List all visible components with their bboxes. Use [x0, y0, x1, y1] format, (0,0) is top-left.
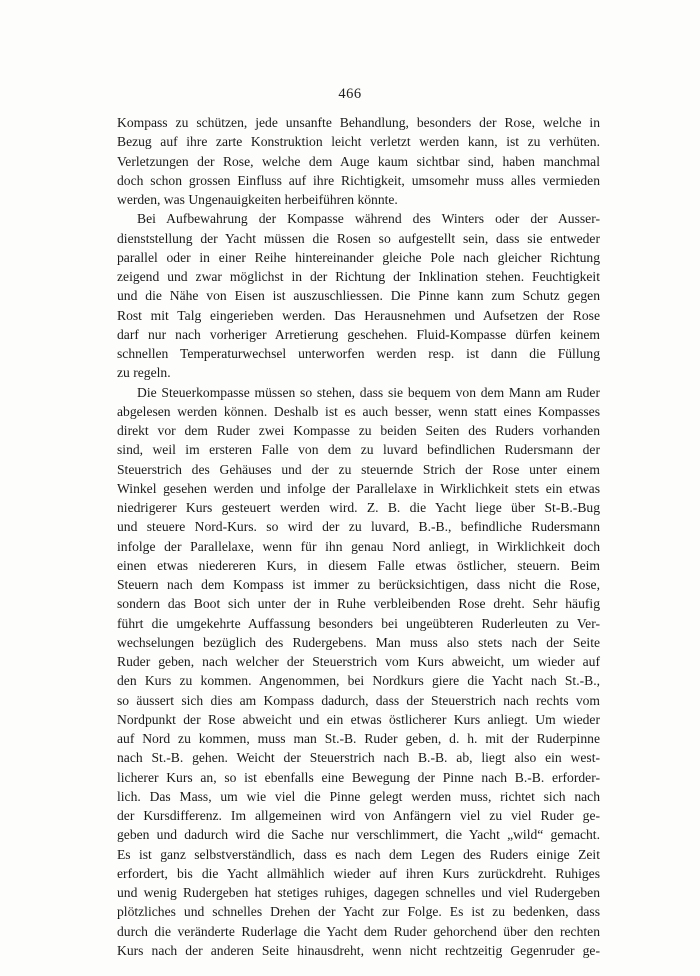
text-line: niedrigerer Kurs gesteuert werden wird. Z. B. die Yacht liege über St-B.-Bug	[117, 500, 600, 515]
text-line: sondern das Boot sich unter der in Ruhe verbleibenden Rose dreht. Sehr häufig	[117, 596, 600, 612]
text-line: und die Nähe von Eisen ist auszuschliessen. Die Pinne kann zum Schutz gegen	[117, 288, 600, 304]
text-line: durch die veränderte Ruderlage die Yacht dem Ruder gehorchend über den rechten	[117, 923, 600, 939]
text-line: so äussert sich dies am Kompass dadurch, dass der Steuerstrich nach rechts vom	[117, 692, 600, 708]
text-line: erfordert, bis die Yacht allmählich wieder auf ihren Kurs zurückdreht. Ruhiges	[117, 865, 600, 881]
text-line: darf nur nach vorheriger Arretierung geschehen. Fluid-Kompasse dürfen keinem	[117, 326, 600, 342]
text-line: sind, weil im ersteren Falle von dem zu luvard befindlichen Rudersmann der	[117, 442, 600, 458]
text-line: zu regeln.	[117, 365, 171, 381]
text-line: den Kurs zu kommen. Angenommen, bei Nordkurs giere die Yacht nach St.-B.,	[117, 673, 600, 689]
text-line: schnellen Temperaturwechsel unterworfen werden resp. ist dann die Füllung	[117, 346, 600, 361]
text-line: wechselungen bezüglich des Rudergebens. Man muss also stets nach der Seite	[117, 634, 600, 650]
text-line: Winkel gesehen werden und infolge der Parallelaxe in Wirklichkeit stets ein etwas	[117, 480, 600, 496]
text-line: Es ist ganz selbstverständlich, dass es nach dem Legen des Ruders einige Zeit	[117, 846, 600, 862]
text-line: zeigend und zwar möglichst in der Richtung der Inklination stehen. Feuchtigkeit	[117, 269, 600, 284]
text-line: der Kursdifferenz. Im allgemeinen wird von Anfängern viel zu viel Ruder ge-	[117, 808, 600, 823]
text-line: Kompass zu schützen, jede unsanfte Behandlung, besonders der Rose, welche in	[117, 115, 600, 130]
text-line: und wenig Rudergeben hat stetiges ruhiges, dagegen schnelles und viel Rudergeben	[117, 885, 600, 900]
text-line: parallel oder in einer Reihe hintereinander gleiche Pole nach gleicher Richtung	[117, 249, 600, 265]
text-line: Nordpunkt der Rose abweicht und ein etwas östlicherer Kurs anliegt. Um wieder	[117, 711, 600, 727]
text-line: führt die umgekehrte Auffassung besonders bei ungeübteren Ruderleuten zu Ver-	[117, 615, 600, 631]
text-line: Verletzungen der Rose, welche dem Auge kaum sichtbar sind, haben manchmal	[117, 153, 600, 169]
text-line: nach St.-B. gehen. Weicht der Steuerstrich nach B.-B. ab, liegt also ein west-	[117, 750, 600, 766]
text-line: Bezug auf ihre zarte Konstruktion leicht verletzt werden kann, ist zu verhüten.	[117, 134, 600, 150]
text-line: und steuere Nord-Kurs. so wird der zu luvard, B.-B., befindliche Rudersmann	[117, 519, 600, 535]
text-line: Bei Aufbewahrung der Kompasse während des Winters oder der Ausser-	[137, 211, 600, 227]
text-line: Kurs nach der anderen Seite hinausdreht, wenn nicht rechtzeitig Gegenruder ge-	[117, 942, 600, 958]
page-number: 466	[338, 86, 362, 102]
text-line: Ruder geben, nach welcher der Steuerstrich vom Kurs abweicht, um wieder auf	[117, 654, 600, 669]
text-line: einen etwas niedereren Kurs, in diesem Falle etwas östlicher, steuern. Beim	[117, 557, 600, 573]
text-line: Steuern nach dem Kompass ist immer zu berücksichtigen, dass nicht die Rose,	[117, 577, 600, 592]
text-line: licherer Kurs an, so ist ebenfalls eine Bewegung der Pinne nach B.-B. erforder-	[117, 769, 600, 785]
text-line: lich. Das Mass, um wie viel die Pinne gelegt werden muss, richtet sich nach	[117, 788, 600, 804]
text-line: Rost mit Talg eingerieben werden. Das Herausnehmen und Aufsetzen der Rose	[117, 307, 600, 323]
text-line: geben und dadurch wird die Sache nur verschlimmert, die Yacht „wild“ gemacht.	[117, 827, 600, 843]
text-line: plötzliches und schnelles Drehen der Yacht zur Folge. Es ist zu bedenken, dass	[117, 904, 600, 920]
text-line: infolge der Parallelaxe, wenn für ihn genau Nord anliegt, in Wirklichkeit doch	[117, 538, 600, 554]
text-line: Steuerstrich des Gehäuses und der zu steuernde Strich der Rose unter einem	[117, 461, 600, 477]
body-text	[117, 113, 600, 960]
text-line: Die Steuerkompasse müssen so stehen, dass sie bequem von dem Mann am Ruder	[137, 384, 600, 400]
text-line: auf Nord zu kommen, muss man St.-B. Ruder geben, d. h. mit der Ruderpinne	[117, 731, 600, 746]
text-line: werden, was Ungenauigkeiten herbeiführen könnte.	[117, 192, 398, 207]
text-line: abgelesen werden können. Deshalb ist es auch besser, wenn statt eines Kompasses	[117, 403, 600, 419]
text-line: doch schon grossen Einfluss auf ihre Richtigkeit, umsomehr muss alles vermieden	[117, 172, 600, 188]
text-line: direkt vor dem Ruder zwei Kompasse zu beiden Seiten des Ruders vorhanden	[117, 423, 600, 438]
text-line: dienststellung der Yacht müssen die Rosen so aufgestellt sein, dass sie entweder	[117, 230, 600, 246]
